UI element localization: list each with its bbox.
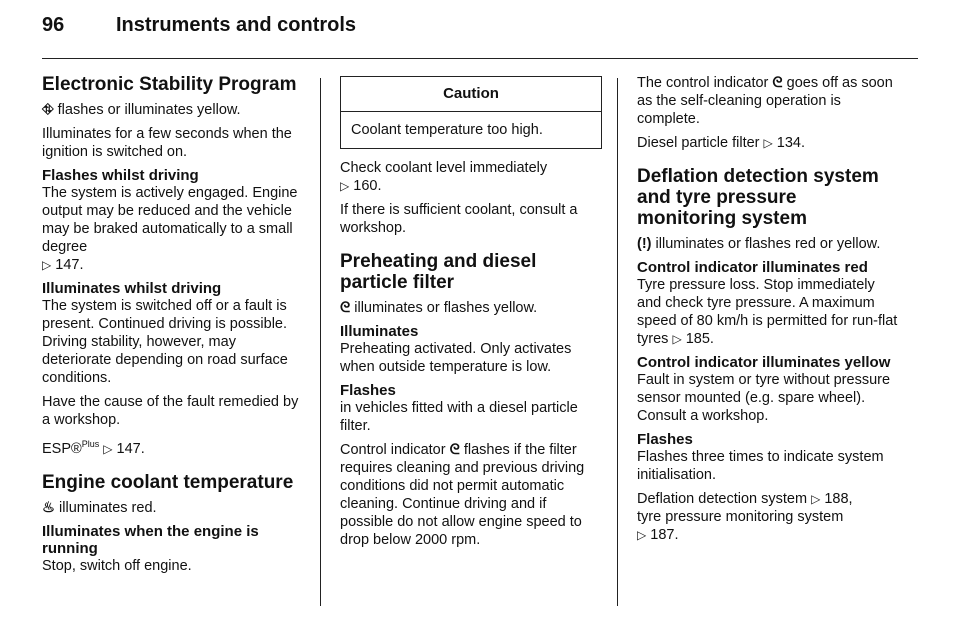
column-3 (637, 74, 899, 550)
esp-icon: ⛗ (42, 102, 54, 118)
engine-running-text: Stop, switch off engine. (42, 557, 192, 574)
page-header (42, 14, 356, 37)
coolant-desc: ♨ illuminates red. (42, 499, 157, 516)
page-ref-icon: ▷ (42, 258, 52, 272)
caution-text: Coolant temperature too high. (351, 122, 543, 138)
illum-driving-heading: Illuminates whilst driving (42, 280, 222, 297)
page-ref-icon: ▷ (811, 492, 821, 506)
page-ref-link[interactable]: 185. (681, 331, 714, 347)
esp-desc: ⛗ flashes or illuminates yellow. (42, 102, 241, 118)
header-rule (42, 58, 918, 59)
page-ref-icon: ▷ (103, 441, 113, 456)
flashes-driving-text: The system is actively engaged. Engine output may be reduced and the vehicle may be braked automatically to a small degree ▷ 147. (42, 185, 298, 273)
preheating-coil-icon: ᘓ (772, 75, 783, 91)
page-ref-icon: ▷ (340, 179, 350, 193)
preheating-coil-icon: ᘓ (340, 300, 351, 316)
column-divider-2 (617, 78, 618, 606)
red-heading: Control indicator illuminates red (637, 259, 868, 276)
preheating-heading: Preheating and diesel particle filter (340, 251, 537, 293)
preheating-desc: ᘓ illuminates or flashes yellow. (340, 300, 538, 316)
yellow-heading: Control indicator illuminates yellow (637, 354, 891, 371)
page-number: 96 (42, 14, 65, 36)
engine-running-heading: Illuminates when the engine is running (42, 522, 259, 557)
column-2 (340, 74, 602, 555)
tyre-desc: (!) illuminates or flashes red or yellow. (637, 236, 881, 252)
page-ref-icon: ▷ (672, 332, 682, 346)
page-ref-icon: ▷ (763, 136, 773, 150)
column-divider-1 (320, 78, 321, 606)
indicator-goes-off-text: The control indicator ᘓ goes off as soon as the self-cleaning operation is complete. (637, 75, 893, 127)
flashes-text: in vehicles fitted with a diesel particle filter. (340, 400, 578, 434)
page-ref-link[interactable]: 147. (112, 440, 145, 457)
preheating-coil-icon: ᘓ (449, 442, 460, 458)
caution-title: Caution (341, 77, 601, 112)
esp-plus-ref: ESP®$^{Plus}$ ▷ 147. (42, 439, 145, 457)
flashes-heading-3: Flashes (637, 431, 693, 448)
illuminates-heading: Illuminates (340, 323, 419, 340)
column-1 (42, 74, 304, 581)
page-ref-link[interactable]: 188, (820, 491, 853, 507)
fault-remedy-text: Have the cause of the fault remedied by a workshop. (42, 394, 299, 428)
esp-ignition-text: Illuminates for a few seconds when the ignition is switched on. (42, 126, 292, 160)
coolant-temperature-icon: ♨ (42, 499, 55, 516)
yellow-text: Fault in system or tyre without pressure sensor mounted (e.g. spare wheel). Consult a workshop. (637, 372, 891, 424)
page-ref-icon: ▷ (637, 528, 647, 542)
deflation-heading: Deflation detection system and tyre pressure monitoring system (637, 166, 879, 229)
control-indicator-flashes-text: Control indicator ᘓ flashes if the filter requires cleaning and previous driving conditions did not permit automatic cleaning. Continue driving and if possible do not allow engine speed to drop below 2000 rpm. (340, 442, 585, 548)
flashes-heading: Flashes (340, 382, 396, 399)
dpf-ref: Diesel particle filter ▷ 134. (637, 135, 806, 151)
page-ref-link[interactable]: 147. (51, 257, 84, 273)
page-ref-link[interactable]: 160. (349, 178, 382, 194)
deflation-ref: Deflation detection system ▷ 188, tyre pressure monitoring system ▷ 187. (637, 491, 853, 543)
caution-box (340, 76, 602, 149)
flashes-driving-heading: Flashes whilst driving (42, 167, 199, 184)
illuminates-text: Preheating activated. Only activates when outside temperature is low. (340, 341, 572, 375)
flashes-text-3: Flashes three times to indicate system initialisation. (637, 449, 884, 483)
sufficient-coolant-text: If there is sufficient coolant, consult a workshop. (340, 202, 578, 236)
illum-driving-text: The system is switched off or a fault is present. Continued driving is possible. Driving stability, however, may deteriorate depending on road surface conditions. (42, 298, 288, 386)
check-coolant-text: Check coolant level immediately ▷ 160. (340, 160, 548, 194)
red-text: Tyre pressure loss. Stop immediately and check tyre pressure. A maximum speed of 80 km/h is permitted for run-flat tyres ▷ 185. (637, 277, 898, 347)
esp-heading: Electronic Stability Program (42, 74, 297, 95)
page-ref-link[interactable]: 187. (646, 527, 679, 543)
page-title: Instruments and controls (116, 14, 357, 36)
tyre-pressure-icon: (!) (637, 236, 652, 252)
coolant-heading: Engine coolant temperature (42, 471, 294, 493)
page-ref-link[interactable]: 134. (772, 135, 806, 151)
